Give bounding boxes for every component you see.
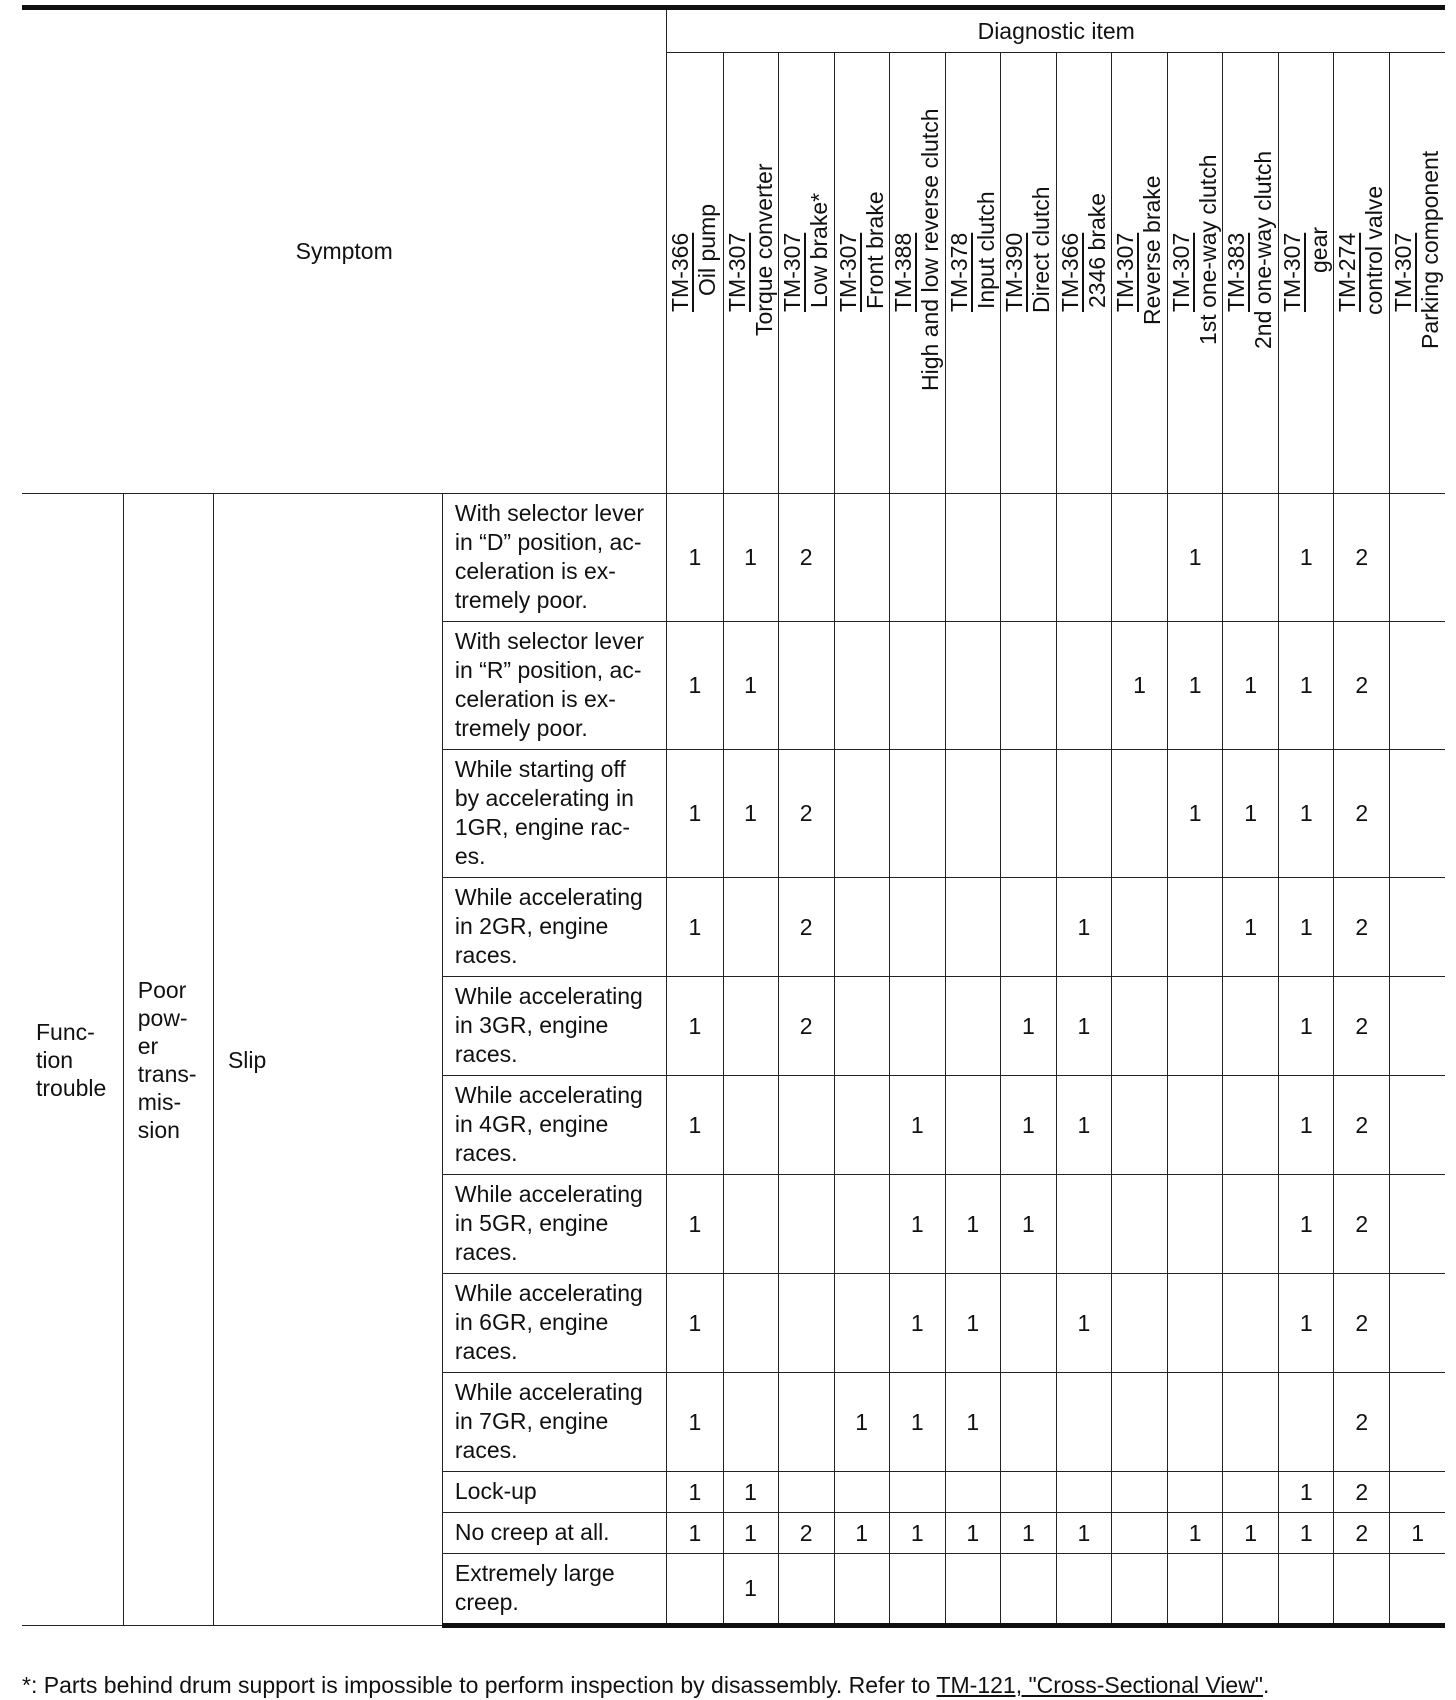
- diagnostic-priority-cell: 2: [1334, 977, 1390, 1076]
- diagnostic-priority-cell: 1: [945, 1274, 1000, 1373]
- diagnostic-priority-cell: [889, 878, 945, 977]
- diagnostic-priority-cell: [1111, 1373, 1167, 1472]
- diagnostic-priority-cell: [1000, 750, 1056, 878]
- symptom-description: While accelerating in 4GR, engine races.: [442, 1076, 667, 1175]
- column-reference-link[interactable]: TM-378: [945, 232, 972, 312]
- column-header: [723, 53, 778, 494]
- diagnostic-priority-cell: 1: [1279, 1274, 1334, 1373]
- column-reference-link[interactable]: TM-307: [1279, 232, 1306, 312]
- diagnostic-priority-cell: 1: [667, 878, 723, 977]
- column-header: [1111, 53, 1167, 494]
- diagnostic-priority-cell: [834, 750, 889, 878]
- diagnostic-priority-cell: [1111, 1274, 1167, 1373]
- diagnostic-priority-cell: [1056, 1554, 1111, 1626]
- symptom-description: Lock-up: [442, 1472, 667, 1513]
- diagnostic-priority-cell: 1: [1223, 1513, 1279, 1554]
- symptom-description: Extremely large creep.: [442, 1554, 667, 1626]
- diagnostic-priority-cell: [1111, 750, 1167, 878]
- diagnostic-priority-cell: [723, 1274, 778, 1373]
- diagnostic-priority-cell: [778, 622, 834, 750]
- column-header: [778, 53, 834, 494]
- diagnostic-priority-cell: 1: [1000, 1076, 1056, 1175]
- diagnostic-priority-cell: [1223, 1554, 1279, 1626]
- diagnostic-priority-cell: [1334, 1554, 1390, 1626]
- column-reference-link[interactable]: TM-383: [1223, 232, 1250, 312]
- column-header: [1000, 53, 1056, 494]
- column-header: [1223, 53, 1279, 494]
- diagnostic-priority-cell: [667, 1554, 723, 1626]
- column-header: [1168, 53, 1223, 494]
- column-reference-link[interactable]: TM-307: [1390, 232, 1417, 312]
- diagnostic-priority-cell: [1223, 1274, 1279, 1373]
- diagnostic-priority-cell: 1: [1279, 1513, 1334, 1554]
- diagnostic-priority-cell: 2: [1334, 750, 1390, 878]
- diagnostic-priority-cell: [1279, 1373, 1334, 1472]
- diagnostic-priority-cell: 1: [889, 1274, 945, 1373]
- symptom-description: While accelerating in 3GR, engine races.: [442, 977, 667, 1076]
- column-name: Low brake*: [805, 192, 832, 308]
- diagnostic-priority-cell: [834, 1076, 889, 1175]
- diagnostic-priority-cell: 1: [1056, 1513, 1111, 1554]
- diagnostic-priority-cell: [1223, 494, 1279, 622]
- diagnostic-priority-cell: [1168, 1554, 1223, 1626]
- diagnostic-priority-cell: 2: [778, 1513, 834, 1554]
- column-reference-link[interactable]: TM-307: [723, 232, 750, 312]
- diagnostic-priority-cell: [889, 977, 945, 1076]
- diagnostic-priority-cell: [1111, 494, 1167, 622]
- diagnostic-priority-cell: 1: [1279, 750, 1334, 878]
- diagnostic-priority-cell: 1: [1279, 1076, 1334, 1175]
- diagnostic-priority-cell: 1: [723, 622, 778, 750]
- diagnostic-priority-cell: 1: [667, 977, 723, 1076]
- footnote: [22, 1672, 1269, 1699]
- diagnostic-priority-cell: 1: [834, 1373, 889, 1472]
- column-name: Reverse brake: [1138, 175, 1165, 325]
- column-name: 2346 brake: [1083, 192, 1110, 308]
- column-name: Direct clutch: [1027, 186, 1054, 314]
- column-reference-link[interactable]: TM-388: [889, 232, 916, 312]
- diagnostic-priority-cell: [1168, 878, 1223, 977]
- diagnostic-priority-cell: [1111, 1076, 1167, 1175]
- diagnostic-priority-cell: 1: [723, 1472, 778, 1513]
- diagnostic-priority-cell: 1: [667, 1513, 723, 1554]
- diagnostic-priority-cell: 2: [778, 977, 834, 1076]
- symptom-category-level1: Func- tion trouble: [22, 494, 123, 1626]
- column-name: Oil pump: [694, 203, 721, 297]
- column-header: [1334, 53, 1390, 494]
- diagnostic-priority-cell: [1168, 1472, 1223, 1513]
- diagnostic-priority-cell: 1: [1000, 1513, 1056, 1554]
- column-name: Torque converter: [750, 163, 777, 337]
- diagnostic-priority-cell: [1390, 1076, 1445, 1175]
- diagnostic-priority-cell: [1111, 1554, 1167, 1626]
- diagnostic-priority-cell: 1: [723, 1554, 778, 1626]
- diagnostic-priority-cell: 1: [1056, 1274, 1111, 1373]
- diagnostic-priority-cell: [723, 977, 778, 1076]
- diagnostic-priority-cell: [1390, 878, 1445, 977]
- diagnostic-priority-cell: 1: [1056, 1076, 1111, 1175]
- column-reference-link[interactable]: TM-390: [1000, 232, 1027, 312]
- diagnostic-priority-cell: 1: [723, 750, 778, 878]
- column-reference-link[interactable]: TM-307: [834, 232, 861, 312]
- column-name: 1st one-way clutch: [1195, 154, 1222, 346]
- diagnostic-priority-cell: 1: [1056, 878, 1111, 977]
- diagnostic-priority-cell: [778, 1554, 834, 1626]
- diagnostic-priority-cell: 1: [1279, 878, 1334, 977]
- diagnostic-priority-cell: [1223, 977, 1279, 1076]
- symptom-category-level3: Slip: [213, 494, 442, 1626]
- diagnostic-priority-cell: [1168, 1076, 1223, 1175]
- symptom-description: While accelerating in 2GR, engine races.: [442, 878, 667, 977]
- diagnostic-priority-cell: 2: [1334, 494, 1390, 622]
- diagnostic-priority-cell: 2: [778, 878, 834, 977]
- diagnostic-priority-cell: 1: [667, 1175, 723, 1274]
- diagnostic-priority-cell: [945, 1554, 1000, 1626]
- diagnostic-priority-cell: [778, 1076, 834, 1175]
- symptom-description: With selector lever in “D” position, ac- celeration is ex- tremely poor.: [442, 494, 667, 622]
- diagnostic-priority-cell: [1111, 1472, 1167, 1513]
- diagnostic-priority-cell: 2: [778, 494, 834, 622]
- diagnostic-priority-cell: 1: [667, 1274, 723, 1373]
- symptom-description: While accelerating in 7GR, engine races.: [442, 1373, 667, 1472]
- diagnostic-priority-cell: [1056, 1175, 1111, 1274]
- column-header: [1279, 53, 1334, 494]
- column-header: [889, 53, 945, 494]
- column-name: gear: [1306, 226, 1333, 274]
- diagnostic-priority-cell: [1390, 1274, 1445, 1373]
- diagnostic-priority-cell: 1: [1168, 494, 1223, 622]
- column-name: Parking component: [1417, 150, 1444, 350]
- diagnostic-priority-cell: 1: [889, 1373, 945, 1472]
- diagnostic-priority-cell: [1223, 1175, 1279, 1274]
- diagnostic-priority-cell: [723, 878, 778, 977]
- diagnostic-priority-cell: 1: [1223, 878, 1279, 977]
- diagnostic-priority-cell: [723, 1373, 778, 1472]
- diagnostic-priority-cell: [1111, 1513, 1167, 1554]
- column-name: control valve: [1361, 185, 1388, 315]
- diagnostic-priority-cell: [1000, 622, 1056, 750]
- diagnostic-priority-cell: [1000, 494, 1056, 622]
- diagnostic-priority-cell: [1390, 622, 1445, 750]
- column-reference-link[interactable]: TM-366: [1056, 232, 1083, 312]
- diagnostic-priority-cell: 1: [1223, 750, 1279, 878]
- diagnostic-priority-cell: [1000, 1373, 1056, 1472]
- diagnostic-priority-cell: 1: [1279, 1175, 1334, 1274]
- diagnostic-priority-cell: 2: [1334, 1373, 1390, 1472]
- diagnostic-priority-cell: [1168, 1274, 1223, 1373]
- diagnostic-priority-cell: [1390, 750, 1445, 878]
- diagnostic-priority-cell: 1: [667, 494, 723, 622]
- diagnostic-priority-cell: [1279, 1554, 1334, 1626]
- diagnostic-priority-cell: 1: [1056, 977, 1111, 1076]
- diagnostic-priority-cell: 1: [723, 494, 778, 622]
- diagnostic-priority-cell: 2: [778, 750, 834, 878]
- diagnostic-priority-cell: 1: [667, 750, 723, 878]
- diagnostic-priority-cell: 1: [667, 622, 723, 750]
- diagnostic-priority-cell: [778, 1373, 834, 1472]
- diagnostic-priority-cell: 2: [1334, 1274, 1390, 1373]
- diagnostic-priority-cell: [945, 1076, 1000, 1175]
- diagnostic-priority-cell: [1056, 494, 1111, 622]
- diagnostic-priority-cell: [889, 750, 945, 878]
- diagnostic-priority-cell: [1390, 977, 1445, 1076]
- column-header: [834, 53, 889, 494]
- diagnostic-priority-cell: [1111, 878, 1167, 977]
- diagnostic-priority-cell: [1168, 977, 1223, 1076]
- footnote-reference-link[interactable]: TM-121, "Cross-Sectional View": [936, 1672, 1263, 1698]
- diagnostic-priority-cell: [834, 622, 889, 750]
- diagnostic-priority-cell: [1111, 1175, 1167, 1274]
- column-header: [1390, 53, 1445, 494]
- diagnostic-priority-cell: [945, 622, 1000, 750]
- diagnostic-priority-cell: 1: [723, 1513, 778, 1554]
- diagnostic-priority-cell: 1: [1111, 622, 1167, 750]
- diagnostic-priority-cell: 1: [1279, 1472, 1334, 1513]
- diagnostic-priority-cell: 1: [1168, 1513, 1223, 1554]
- diagnostic-priority-cell: 1: [889, 1076, 945, 1175]
- diagnostic-priority-cell: 2: [1334, 1175, 1390, 1274]
- diagnostic-priority-cell: 2: [1334, 1076, 1390, 1175]
- diagnostic-priority-cell: [1000, 1274, 1056, 1373]
- diagnostic-priority-cell: 1: [667, 1373, 723, 1472]
- diagnostic-priority-cell: 1: [1279, 622, 1334, 750]
- diagnostic-priority-cell: 1: [1223, 622, 1279, 750]
- diagnostic-priority-cell: 2: [1334, 878, 1390, 977]
- column-header: [667, 53, 723, 494]
- diagnostic-item-header: [667, 8, 1445, 53]
- symptom-header: [22, 8, 667, 494]
- diagnostic-priority-cell: 1: [834, 1513, 889, 1554]
- diagnostic-priority-cell: [834, 1175, 889, 1274]
- diagnostic-priority-cell: 1: [889, 1513, 945, 1554]
- diagnostic-priority-cell: [889, 1472, 945, 1513]
- diagnostic-priority-cell: [723, 1175, 778, 1274]
- diagnostic-priority-cell: [1056, 1472, 1111, 1513]
- diagnostic-priority-cell: [834, 1554, 889, 1626]
- diagnostic-priority-cell: 1: [945, 1513, 1000, 1554]
- diagnostic-priority-cell: [1168, 1373, 1223, 1472]
- diagnostic-priority-cell: 2: [1334, 1513, 1390, 1554]
- symptom-description: While accelerating in 6GR, engine races.: [442, 1274, 667, 1373]
- symptom-description: While accelerating in 5GR, engine races.: [442, 1175, 667, 1274]
- diagnostic-priority-cell: [945, 750, 1000, 878]
- column-header: [945, 53, 1000, 494]
- diagnostic-priority-cell: [834, 1472, 889, 1513]
- diagnostic-priority-cell: [723, 1076, 778, 1175]
- diagnostic-priority-cell: [834, 1274, 889, 1373]
- diagnostic-priority-cell: [834, 494, 889, 622]
- diagnostic-priority-cell: [1168, 1175, 1223, 1274]
- diagnostic-priority-cell: [1056, 622, 1111, 750]
- diagnostic-priority-cell: [1223, 1076, 1279, 1175]
- column-reference-link[interactable]: TM-307: [1111, 232, 1138, 312]
- diagnostic-priority-cell: [1390, 1373, 1445, 1472]
- diagnostic-priority-cell: [945, 977, 1000, 1076]
- column-name: High and low reverse clutch: [916, 108, 943, 392]
- diagnostic-priority-cell: 1: [945, 1175, 1000, 1274]
- diagnostic-priority-cell: 1: [1279, 494, 1334, 622]
- diagnostic-priority-cell: [778, 1472, 834, 1513]
- diagnostic-priority-cell: 1: [1390, 1513, 1445, 1554]
- diagnostic-priority-cell: 1: [667, 1472, 723, 1513]
- diagnostic-priority-cell: [945, 1472, 1000, 1513]
- diagnostic-priority-cell: [945, 494, 1000, 622]
- footnote-end: .: [1262, 1672, 1270, 1698]
- column-name: Input clutch: [972, 191, 999, 309]
- diagnostic-priority-cell: [778, 1274, 834, 1373]
- diagnostic-priority-cell: [1000, 878, 1056, 977]
- diagnostic-priority-cell: [1056, 1373, 1111, 1472]
- diagnostic-priority-cell: [1223, 1472, 1279, 1513]
- column-reference-link[interactable]: TM-366: [667, 232, 694, 312]
- diagnostic-priority-cell: [1111, 977, 1167, 1076]
- diagnostic-priority-cell: [1000, 1472, 1056, 1513]
- diagnostic-item-label: Diagnostic item: [977, 17, 1135, 44]
- diagnostic-priority-cell: 1: [1279, 977, 1334, 1076]
- diagnostic-priority-cell: 1: [945, 1373, 1000, 1472]
- diagnostic-priority-cell: 1: [889, 1175, 945, 1274]
- symptom-description: With selector lever in “R” position, ac- celeration is ex- tremely poor.: [442, 622, 667, 750]
- symptom-description: While starting off by accelerating in 1GR, engine rac- es.: [442, 750, 667, 878]
- diagnostic-priority-cell: 1: [667, 1076, 723, 1175]
- symptom-header-label: Symptom: [295, 238, 393, 264]
- diagnostic-priority-cell: [1000, 1554, 1056, 1626]
- diagnostic-priority-cell: 1: [1000, 977, 1056, 1076]
- column-reference-link[interactable]: TM-274: [1334, 232, 1361, 312]
- diagnostic-table: [22, 5, 1445, 1628]
- diagnostic-priority-cell: [834, 977, 889, 1076]
- diagnostic-priority-cell: [1390, 1472, 1445, 1513]
- diagnostic-priority-cell: [1390, 1175, 1445, 1274]
- symptom-category-level2: Poor pow- er trans- mis- sion: [123, 494, 213, 1626]
- diagnostic-priority-cell: 1: [1000, 1175, 1056, 1274]
- column-name: 2nd one-way clutch: [1250, 150, 1277, 350]
- diagnostic-priority-cell: [778, 1175, 834, 1274]
- diagnostic-priority-cell: [889, 622, 945, 750]
- column-header: [1056, 53, 1111, 494]
- diagnostic-priority-cell: [889, 1554, 945, 1626]
- diagnostic-priority-cell: [889, 494, 945, 622]
- column-name: Front brake: [861, 191, 888, 309]
- table-row: [22, 494, 1445, 622]
- diagnostic-priority-cell: [834, 878, 889, 977]
- diagnostic-priority-cell: [1390, 494, 1445, 622]
- diagnostic-priority-cell: [1390, 1554, 1445, 1626]
- diagnostic-priority-cell: 1: [1168, 622, 1223, 750]
- footnote-text: *: Parts behind drum support is impossible to perform inspection by disassembly. Refer to: [22, 1672, 937, 1698]
- column-reference-link[interactable]: TM-307: [1168, 232, 1195, 312]
- diagnostic-priority-cell: [1056, 750, 1111, 878]
- column-reference-link[interactable]: TM-307: [778, 232, 805, 312]
- diagnostic-priority-cell: 1: [1168, 750, 1223, 878]
- diagnostic-priority-cell: [945, 878, 1000, 977]
- diagnostic-priority-cell: 2: [1334, 1472, 1390, 1513]
- diagnostic-priority-cell: [1223, 1373, 1279, 1472]
- symptom-description: No creep at all.: [442, 1513, 667, 1554]
- diagnostic-priority-cell: 2: [1334, 622, 1390, 750]
